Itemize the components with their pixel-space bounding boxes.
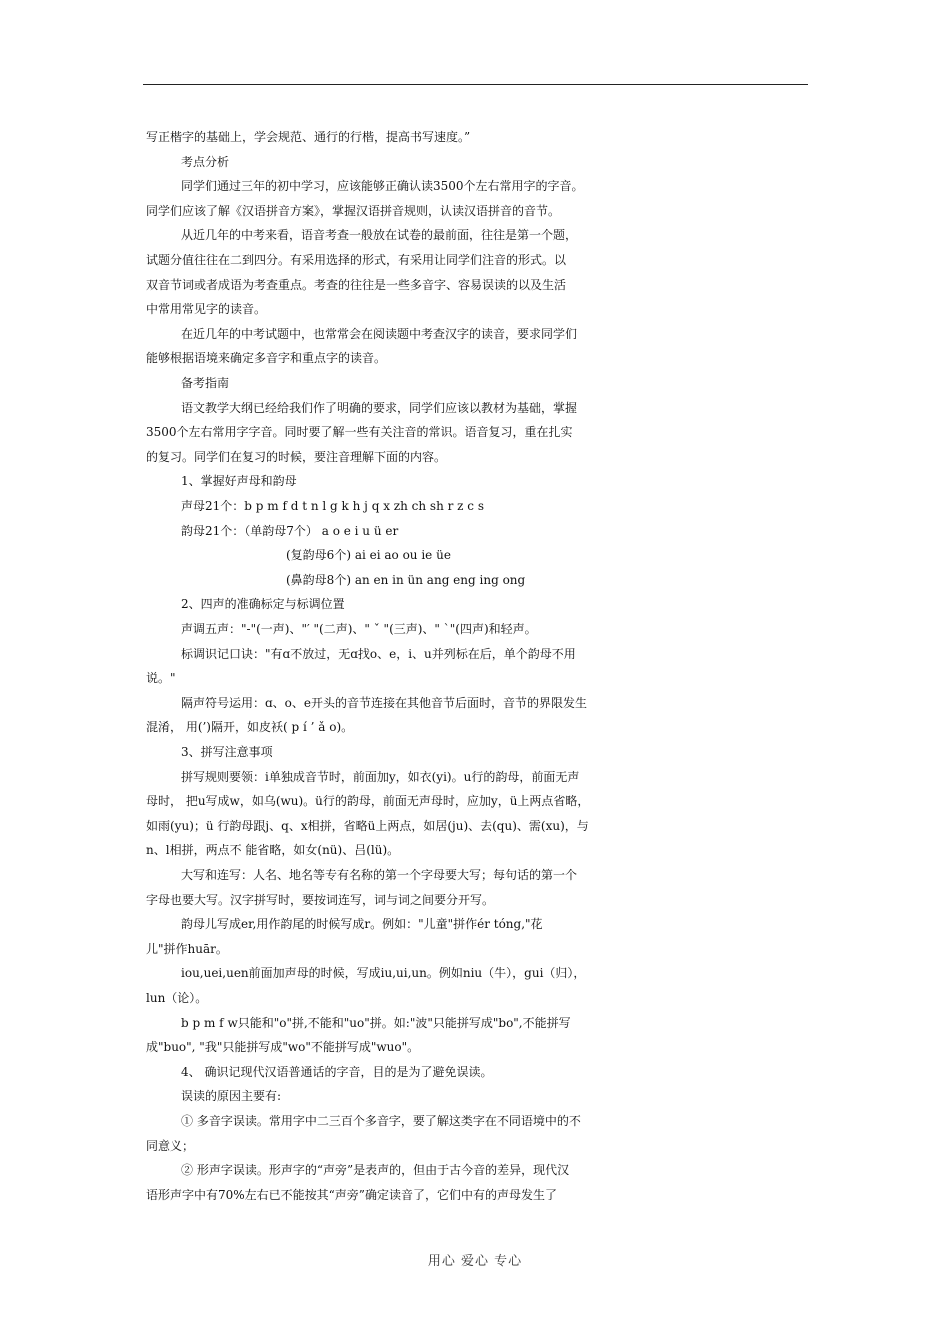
paragraph-line: 备考指南 xyxy=(181,376,230,390)
paragraph-line: n、l相拼，两点不 能省略，如女(nü)、吕(lü)。 xyxy=(146,843,400,858)
header-rule xyxy=(143,84,808,85)
paragraph-line: 儿"拼作huār。 xyxy=(146,941,228,956)
paragraph-line: 拼写规则要领：i单独成音节时，前面加y，如衣(yi)。u行的韵母，前面无声 xyxy=(181,769,580,784)
paragraph-line: 双音节词或者成语为考查重点。考查的往往是一些多音字、容易误读的以及生活 xyxy=(146,277,567,292)
paragraph-line: 说。" xyxy=(146,671,176,686)
paragraph-line: 声母21个：b p m f d t n l g k h j q x zh ch sh r z c s xyxy=(181,499,484,513)
paragraph-line: 大写和连写：人名、地名等专有名称的第一个字母要大写；每句话的第一个 xyxy=(181,868,578,882)
paragraph-line: 语形声字中有70%左右已不能按其“声旁”确定读音了，它们中有的声母发生了 xyxy=(146,1187,557,1202)
page-footer: 用心 爱心 专心 xyxy=(427,1254,523,1269)
paragraph-line: ① 多音字误读。常用字中二三百个多音字，要了解这类字在不同语境中的不 xyxy=(181,1114,581,1128)
paragraph-line: 韵母21个：（单韵母7个） a o e i u ü er xyxy=(181,523,399,538)
paragraph-line: 1、掌握好声母和韵母 xyxy=(181,474,297,489)
paragraph-line: 同学们应该了解《汉语拼音方案》，掌握汉语拼音规则，认读汉语拼音的音节。 xyxy=(146,203,561,218)
paragraph-line: 能够根据语境来确定多音字和重点字的读音。 xyxy=(146,351,387,366)
paragraph-line: 写正楷字的基础上，学会规范、通行的行楷，提高书写速度。” xyxy=(146,130,471,144)
paragraph-line: lun（论）。 xyxy=(146,991,208,1005)
paragraph-line: 混淆， 用(’)隔开，如皮袄( p í ’ ǎ o)。 xyxy=(146,720,354,735)
paragraph-line: 考点分析 xyxy=(181,154,230,169)
paragraph-line: 声调五声："-"(一声)、"′ "(二声)、" ˇ "(三声)、" `"(四声)和轻声。 xyxy=(181,622,537,636)
paragraph-line: 在近几年的中考试题中，也常常会在阅读题中考查汉字的读音，要求同学们 xyxy=(181,326,578,341)
paragraph-line: 语文教学大纲已经给我们作了明确的要求，同学们应该以教材为基础，掌握 xyxy=(181,400,578,415)
paragraph-line: 同学们通过三年的初中学习，应该能够正确认读3500个左右常用字的字音。 xyxy=(181,179,584,194)
paragraph-line: 误读的原因主要有: xyxy=(181,1089,282,1104)
paragraph-line: 同意义； xyxy=(146,1138,195,1153)
paragraph-line: 从近几年的中考来看，语音考查一般放在试卷的最前面，往往是第一个题， xyxy=(181,228,578,243)
paragraph-line: (鼻韵母8个) an en in ün ang eng ing ong xyxy=(286,572,526,587)
paragraph-line: 试题分值往往在二到四分。有采用选择的形式，有采用让同学们注音的形式。以 xyxy=(146,253,567,267)
paragraph-line: 韵母儿写成er,用作韵尾的时候写成r。例如："儿童"拼作ér tóng,"花 xyxy=(181,917,543,932)
paragraph-line: 4、 确识记现代汉语普通话的字音，目的是为了避免误读。 xyxy=(181,1064,493,1079)
paragraph-line: b p m f w只能和"o"拼,不能和"uo"拼。如:"波"只能拼写成"bo",不能拼写 xyxy=(181,1015,571,1030)
paragraph-line: 成"buo", "我"只能拼写成"wo"不能拼写成"wuo"。 xyxy=(146,1040,420,1055)
paragraph-line: (复韵母6个) ai ei ao ou ie üe xyxy=(286,548,451,563)
paragraph-line: 中常用常见字的读音。 xyxy=(146,302,267,317)
paragraph-line: 标调识记口诀："有ɑ不放过，无ɑ找o、e，i、u并列标在后，单个韵母不用 xyxy=(181,646,576,661)
paragraph-line: 3500个左右常用字字音。同时要了解一些有关注音的常识。语音复习，重在扎实 xyxy=(146,425,573,440)
paragraph-line: 2、四声的准确标定与标调位置 xyxy=(181,597,345,612)
paragraph-line: 母时， 把u写成w，如乌(wu)。ü行的韵母，前面无声母时，应加y，ü上两点省略， xyxy=(146,794,590,809)
paragraph-line: 字母也要大写。汉字拼写时，要按词连写，词与词之间要分开写。 xyxy=(146,892,495,907)
paragraph-line: iou,uei,uen前面加声母的时候，写成iu,ui,un。例如niu（牛），gui（归）， xyxy=(181,966,586,981)
paragraph-line: 3、拼写注意事项 xyxy=(181,745,273,759)
paragraph-line: 如雨(yu)；ü 行韵母跟j、q、x相拼，省略ü上两点，如居(ju)、去(qu)、需(xu)，与 xyxy=(146,818,589,833)
paragraph-line: 隔声符号运用：ɑ、o、e开头的音节连接在其他音节后面时，音节的界限发生 xyxy=(181,695,588,710)
paragraph-line: 的复习。同学们在复习的时候，要注音理解下面的内容。 xyxy=(146,449,447,464)
paragraph-line: ② 形声字误读。形声字的“声旁”是表声的，但由于古今音的差异，现代汉 xyxy=(181,1163,570,1178)
